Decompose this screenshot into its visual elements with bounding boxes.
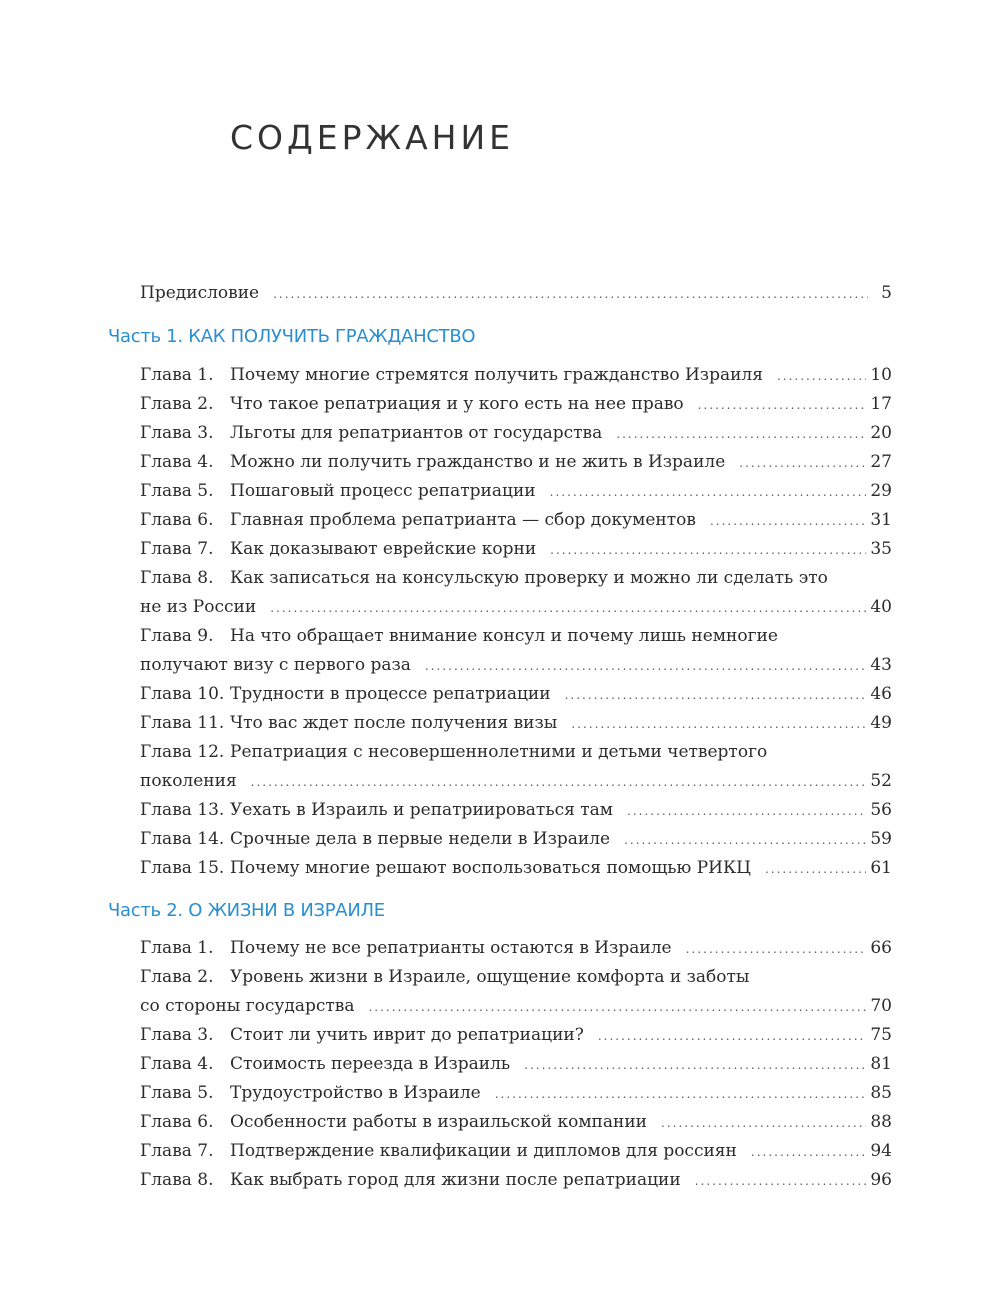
toc-entry[interactable] (140, 567, 892, 589)
toc-entry[interactable] (140, 683, 892, 705)
page-number: 46 (870, 684, 892, 704)
entry-title: Репатриация с несовершеннолетними и детьми четвертого (230, 742, 768, 762)
entry-title: Особенности работы в израильской компании (230, 1112, 648, 1132)
toc-entry-preface[interactable] (140, 282, 892, 304)
entry-title: Льготы для репатриантов от государства (230, 423, 603, 443)
dot-leader (571, 713, 866, 735)
part-heading: Часть 1. КАК ПОЛУЧИТЬ ГРАЖДАНСТВО (108, 326, 476, 347)
chapter-label: Глава 1. (140, 365, 214, 385)
chapter-label: Глава 4. (140, 1054, 214, 1074)
page-title: СОДЕРЖАНИЕ (230, 118, 515, 157)
page-number: 31 (870, 510, 892, 530)
toc-entry[interactable] (140, 451, 892, 473)
entry-title: Уехать в Израиль и репатриироваться там (230, 800, 613, 820)
chapter-label: Глава 8. (140, 568, 214, 588)
dot-leader (624, 829, 866, 851)
chapter-label: Глава 5. (140, 1083, 214, 1103)
dot-leader (251, 771, 867, 793)
toc-entry[interactable] (140, 712, 892, 734)
toc-entry-continuation[interactable] (140, 654, 892, 676)
chapter-label: Глава 4. (140, 452, 214, 472)
page-number: 96 (870, 1170, 892, 1190)
entry-title: Трудности в процессе репатриации (230, 684, 551, 704)
dot-leader (368, 996, 866, 1018)
chapter-label: Глава 12. (140, 742, 225, 762)
dot-leader (495, 1083, 867, 1105)
toc-entry[interactable] (140, 509, 892, 531)
entry-title: На что обращает внимание консул и почему лишь немногие (230, 626, 778, 646)
page-number: 56 (870, 800, 892, 820)
chapter-label: Глава 11. (140, 713, 225, 733)
dot-leader (627, 800, 866, 822)
part-heading: Часть 2. О ЖИЗНИ В ИЗРАИЛЕ (108, 900, 385, 921)
dot-leader (739, 452, 866, 474)
page-number: 75 (870, 1025, 892, 1045)
entry-title: Как выбрать город для жизни после репатриации (230, 1170, 681, 1190)
chapter-label: Глава 6. (140, 510, 214, 530)
page-number: 43 (870, 655, 892, 675)
chapter-label: Глава 15. (140, 858, 225, 878)
page-number: 35 (870, 539, 892, 559)
entry-title: Уровень жизни в Израиле, ощущение комфорта и заботы (230, 967, 750, 987)
page-number: 5 (881, 283, 892, 303)
chapter-label: Глава 7. (140, 1141, 214, 1161)
page-number: 61 (870, 858, 892, 878)
toc-entry[interactable] (140, 937, 892, 959)
entry-title: Что вас ждет после получения визы (230, 713, 558, 733)
page-number: 94 (870, 1141, 892, 1161)
chapter-label: Глава 14. (140, 829, 225, 849)
page-number: 27 (870, 452, 892, 472)
chapter-label: Глава 5. (140, 481, 214, 501)
entry-title: Можно ли получить гражданство и не жить в Израиле (230, 452, 726, 472)
entry-title: со стороны государства (140, 996, 355, 1016)
toc-entry[interactable] (140, 364, 892, 386)
chapter-label: Глава 9. (140, 626, 214, 646)
chapter-label: Глава 3. (140, 1025, 214, 1045)
chapter-label: Глава 2. (140, 967, 214, 987)
dot-leader (598, 1025, 867, 1047)
chapter-label: Глава 8. (140, 1170, 214, 1190)
page-number: 20 (870, 423, 892, 443)
entry-title: Подтверждение квалификации и дипломов для россиян (230, 1141, 737, 1161)
dot-leader (270, 597, 866, 619)
dot-leader (273, 283, 868, 305)
page-number: 52 (870, 771, 892, 791)
toc-entry-continuation[interactable] (140, 995, 892, 1017)
entry-title: получают визу с первого раза (140, 655, 411, 675)
page-number: 81 (870, 1054, 892, 1074)
toc-entry[interactable] (140, 857, 892, 879)
entry-title: Почему многие решают воспользоваться помощью РИКЦ (230, 858, 751, 878)
entry-title: Стоит ли учить иврит до репатриации? (230, 1025, 584, 1045)
entry-title: поколения (140, 771, 237, 791)
entry-title: Предисловие (140, 283, 260, 303)
page-number: 17 (870, 394, 892, 414)
dot-leader (751, 1141, 866, 1163)
entry-title: Что такое репатриация и у кого есть на нее право (230, 394, 684, 414)
dot-leader (710, 510, 866, 532)
dot-leader (550, 481, 867, 503)
entry-title: Главная проблема репатрианта — сбор документов (230, 510, 696, 530)
page-number: 49 (870, 713, 892, 733)
chapter-label: Глава 6. (140, 1112, 214, 1132)
dot-leader (616, 423, 866, 445)
page-number: 29 (870, 481, 892, 501)
dot-leader (661, 1112, 866, 1134)
toc-entry[interactable] (140, 1140, 892, 1162)
page-number: 59 (870, 829, 892, 849)
toc-entry[interactable] (140, 422, 892, 444)
dot-leader (425, 655, 866, 677)
toc-entry[interactable] (140, 1082, 892, 1104)
toc-entry[interactable] (140, 393, 892, 415)
chapter-label: Глава 3. (140, 423, 214, 443)
dot-leader (777, 365, 866, 387)
toc-entry-continuation[interactable] (140, 596, 892, 618)
page-number: 85 (870, 1083, 892, 1103)
dot-leader (695, 1170, 867, 1192)
page-number: 40 (870, 597, 892, 617)
page-number: 70 (870, 996, 892, 1016)
dot-leader (550, 539, 866, 561)
dot-leader (565, 684, 867, 706)
dot-leader (698, 394, 867, 416)
chapter-label: Глава 10. (140, 684, 225, 704)
page-number: 10 (870, 365, 892, 385)
entry-title: Почему многие стремятся получить гражданство Израиля (230, 365, 763, 385)
toc-entry[interactable] (140, 625, 892, 647)
toc-entry[interactable] (140, 480, 892, 502)
entry-title: Пошаговый процесс репатриации (230, 481, 536, 501)
entry-title: Почему не все репатрианты остаются в Израиле (230, 938, 672, 958)
chapter-label: Глава 13. (140, 800, 225, 820)
toc-entry[interactable] (140, 741, 892, 763)
entry-title: не из России (140, 597, 257, 617)
dot-leader (765, 858, 866, 880)
chapter-label: Глава 1. (140, 938, 214, 958)
chapter-label: Глава 7. (140, 539, 214, 559)
entry-title: Как доказывают еврейские корни (230, 539, 537, 559)
toc-entry[interactable] (140, 828, 892, 850)
page-number: 66 (870, 938, 892, 958)
toc-entry[interactable] (140, 799, 892, 821)
toc-entry[interactable] (140, 966, 892, 988)
dot-leader (686, 938, 867, 960)
toc-entry[interactable] (140, 1111, 892, 1133)
dot-leader (524, 1054, 866, 1076)
chapter-label: Глава 2. (140, 394, 214, 414)
entry-title: Как записаться на консульскую проверку и можно ли сделать это (230, 568, 828, 588)
entry-title: Трудоустройство в Израиле (230, 1083, 481, 1103)
page-number: 88 (870, 1112, 892, 1132)
toc-entry[interactable] (140, 1024, 892, 1046)
entry-title: Срочные дела в первые недели в Израиле (230, 829, 611, 849)
toc-entry-continuation[interactable] (140, 770, 892, 792)
toc-entry[interactable] (140, 1053, 892, 1075)
entry-title: Стоимость переезда в Израиль (230, 1054, 511, 1074)
toc-entry[interactable] (140, 1169, 892, 1191)
toc-entry[interactable] (140, 538, 892, 560)
